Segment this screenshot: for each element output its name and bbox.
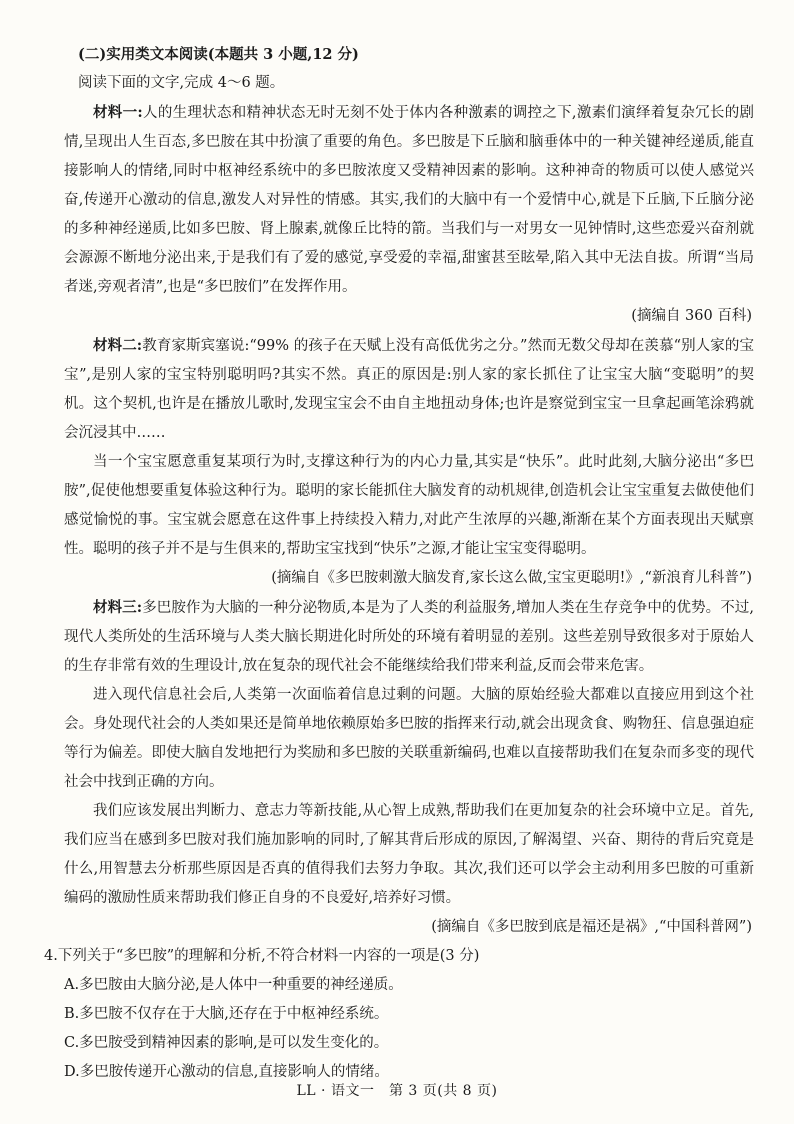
material3-paragraph-1 [64,593,754,681]
material2-text-1: 教育家斯宾塞说:“99% 的孩子在天赋上没有高低优劣之分。”然而无数父母却在羡慕“别人家的宝宝”,是别人家的宝宝特别聪明吗?其实不然。真正的原因是:别人家的家长抓住了让宝宝大脑“变聪明”的契机。这个契机,也许是在播放儿歌时,发现宝宝会不由自主地扭动身体;也许是察觉到宝宝一旦拿起画笔涂鸦就会沉浸其中…… [64,338,754,441]
material2-paragraph-2: 当一个宝宝愿意重复某项行为时,支撑这种行为的内心力量,其实是“快乐”。此时此刻,大脑分泌出“多巴胺”,促使他想要重复体验这种行为。聪明的家长能抓住大脑发育的动机规律,创造机会让宝宝重复去做使他们感觉愉悦的事。宝宝就会愿意在这件事上持续投入精力,对此产生浓厚的兴趣,渐渐在某个方面表现出天赋禀性。聪明的孩子并不是与生俱来的,帮助宝宝找到“快乐”之源,才能让宝宝变得聪明。 [64,454,754,557]
material2-label: 材料二: [93,337,143,354]
question-4-option-c: C.多巴胺受到精神因素的影响,是可以发生变化的。 [64,1035,389,1051]
material1-label: 材料一: [93,104,143,121]
material3-paragraph-3: 我们应该发展出判断力、意志力等新技能,从心智上成熟,帮助我们在更加复杂的社会环境中立足。首先,我们应当在感到多巴胺对我们施加影响的同时,了解其背后形成的原因,了解渴望、兴奋、期待的背后究竟是什么,用智慧去分析那些原因是否真的值得我们去努力争取。其次,我们还可以学会主动利用多巴胺的可重新编码的激励性质来帮助我们修正自身的不良爱好,培养好习惯。 [64,803,754,906]
material1-text: 人的生理状态和精神状态无时无刻不处于体内各种激素的调控之下,激素们演绎着复杂冗长的剧情,呈现出人生百态,多巴胺在其中扮演了重要的角色。多巴胺是下丘脑和脑垂体中的一种关键神经递质,能直接影响人的情绪,同时中枢神经系统中的多巴胺浓度又受精神因素的影响。这种神奇的物质可以使人感觉兴奋,传递开心激动的信息,激发人对异性的情感。其实,我们的大脑中有一个爱情中心,就是下丘脑,下丘脑分泌的多种神经递质,比如多巴胺、肾上腺素,就像丘比特的箭。当我们与一对男女一见钟情时,这些恋爱兴奋剂就会源源不断地分泌出来,于是我们有了爱的感觉,享受爱的幸福,甜蜜甚至眩晕,陷入其中无法自拔。所谓“当局者迷,旁观者清”,也是“多巴胺们”在发挥作用。 [64,105,755,295]
question-4-option-a: A.多巴胺由大脑分泌,是人体中一种重要的神经递质。 [64,977,403,993]
page-content [44,40,755,1087]
instruction: 阅读下面的文字,完成 4～6 题。 [78,75,285,91]
question-4-option-b: B.多巴胺不仅存在于大脑,还存在于中枢神经系统。 [64,1006,389,1022]
section-title: (二)实用类文本阅读(本题共 3 小题,12 分) [78,46,359,63]
material3-label: 材料三: [93,599,143,616]
question-4-stem: 4.下列关于“多巴胺”的理解和分析,不符合材料一内容的一项是(3 分) [44,948,480,964]
material3-source: (摘编自《多巴胺到底是福还是祸》,“中国科普网”) [431,919,752,935]
material1-source: (摘编自 360 百科) [631,308,752,324]
question-4-option-d: D.多巴胺传递开心激动的信息,直接影响人的情绪。 [64,1064,389,1080]
material3-paragraph-2: 进入现代信息社会后,人类第一次面临着信息过剩的问题。大脑的原始经验大都难以直接应用到这个社会。身处现代社会的人类如果还是简单地依赖原始多巴胺的指挥来行动,就会出现贪食、购物狂、信息强迫症等行为偏差。即使大脑自发地把行为奖励和多巴胺的关联重新编码,也难以直接帮助我们在复杂而多变的现代社会中找到正确的方向。 [64,687,754,790]
material3-text-1: 多巴胺作为大脑的一种分泌物质,本是为了人类的利益服务,增加人类在生存竞争中的优势。不过,现代人类所处的生活环境与人类大脑长期进化时所处的环境有着明显的差别。这些差别导致很多对于原始人的生存非常有效的生理设计,放在复杂的现代社会不能继续给我们带来利益,反而会带来危害。 [64,600,755,674]
page-footer: LL · 语文一 第 3 页(共 8 页) [296,1083,498,1099]
material2-source: (摘编自《多巴胺刺激大脑发育,家长这么做,宝宝更聪明!》,“新浪育儿科普”) [271,570,752,586]
material2-paragraph-1 [64,331,754,448]
material1-paragraph [64,98,754,302]
